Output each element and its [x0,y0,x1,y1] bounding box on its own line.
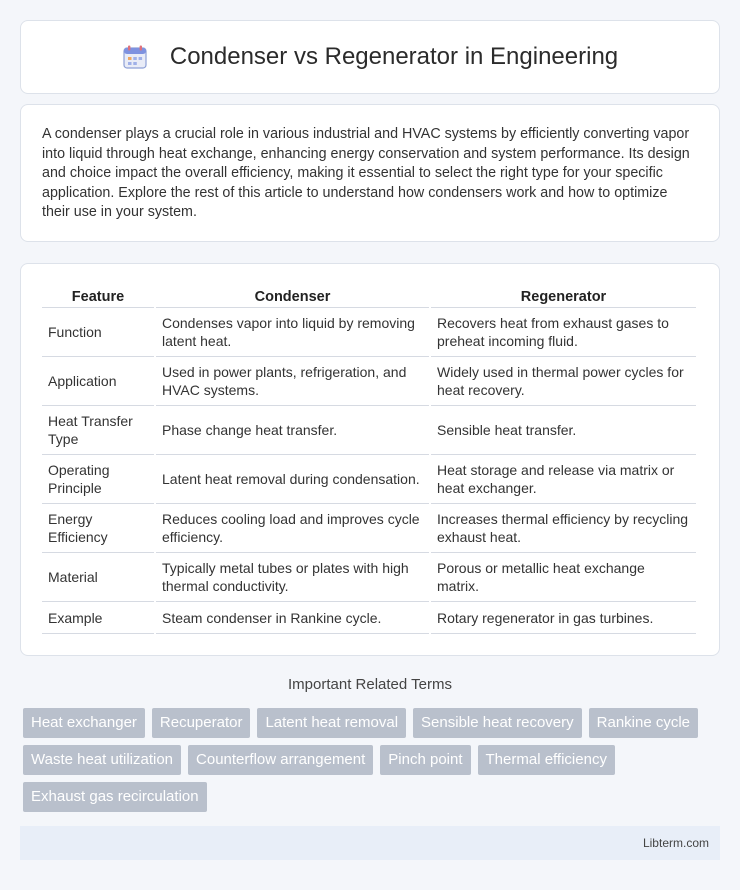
condenser-cell: Typically metal tubes or plates with high thermal conductivity. [156,553,429,602]
page-title: Condenser vs Regenerator in Engineering [169,43,619,70]
footer-site-link[interactable]: Libterm.com [642,836,709,850]
condenser-cell: Used in power plants, refrigeration, and HVAC systems. [156,357,429,406]
feature-cell: Heat Transfer Type [42,406,154,455]
regenerator-cell: Sensible heat transfer. [431,406,696,455]
condenser-cell: Steam condenser in Rankine cycle. [156,602,429,634]
feature-cell: Energy Efficiency [42,504,154,553]
tag-heat-exchanger[interactable]: Heat exchanger [23,708,145,738]
regenerator-cell: Rotary regenerator in gas turbines. [431,602,696,634]
tag-waste-heat-utilization[interactable]: Waste heat utilization [23,745,181,775]
tag-pinch-point[interactable]: Pinch point [380,745,470,775]
tag-rankine-cycle[interactable]: Rankine cycle [589,708,698,738]
table-row [42,504,696,553]
table-row [42,308,696,357]
related-terms-list [23,708,723,812]
regenerator-cell: Increases thermal efficiency by recycling exhaust heat. [431,504,696,553]
feature-cell: Application [42,357,154,406]
regenerator-cell: Heat storage and release via matrix or heat exchanger. [431,455,696,504]
table-row [42,357,696,406]
regenerator-cell: Porous or metallic heat exchange matrix. [431,553,696,602]
feature-cell: Example [42,602,154,634]
tag-latent-heat-removal[interactable]: Latent heat removal [257,708,406,738]
calendar-icon [122,44,148,70]
table-row [42,406,696,455]
related-terms-title: Important Related Terms [288,676,452,693]
feature-cell: Function [42,308,154,357]
comparison-table [40,284,698,634]
comparison-table-card [20,263,720,656]
footer [20,826,720,860]
column-header-condenser: Condenser [156,284,429,308]
column-header-regenerator: Regenerator [431,284,696,308]
column-header-feature: Feature [42,284,154,308]
tag-exhaust-gas-recirculation[interactable]: Exhaust gas recirculation [23,782,207,812]
condenser-cell: Phase change heat transfer. [156,406,429,455]
regenerator-cell: Widely used in thermal power cycles for heat recovery. [431,357,696,406]
tag-thermal-efficiency[interactable]: Thermal efficiency [478,745,615,775]
tag-recuperator[interactable]: Recuperator [152,708,251,738]
table-row [42,553,696,602]
intro-card [20,104,720,242]
table-row [42,455,696,504]
tag-counterflow-arrangement[interactable]: Counterflow arrangement [188,745,373,775]
table-row [42,602,696,634]
feature-cell: Material [42,553,154,602]
intro-paragraph: A condenser plays a crucial role in various industrial and HVAC systems by efficiently converting vapor into liquid through heat exchange, enhancing energy conservation and system performance. Its design and choice impact the overall efficiency, making it essential to select the right type for your specific application. Explore the rest of this article to understand how condensers work and how to optimize their use in your system. [42,126,690,220]
regenerator-cell: Recovers heat from exhaust gases to preheat incoming fluid. [431,308,696,357]
tag-sensible-heat-recovery[interactable]: Sensible heat recovery [413,708,582,738]
condenser-cell: Latent heat removal during condensation. [156,455,429,504]
table-header-row [42,284,696,308]
header-card [20,20,720,94]
condenser-cell: Condenses vapor into liquid by removing latent heat. [156,308,429,357]
feature-cell: Operating Principle [42,455,154,504]
condenser-cell: Reduces cooling load and improves cycle efficiency. [156,504,429,553]
